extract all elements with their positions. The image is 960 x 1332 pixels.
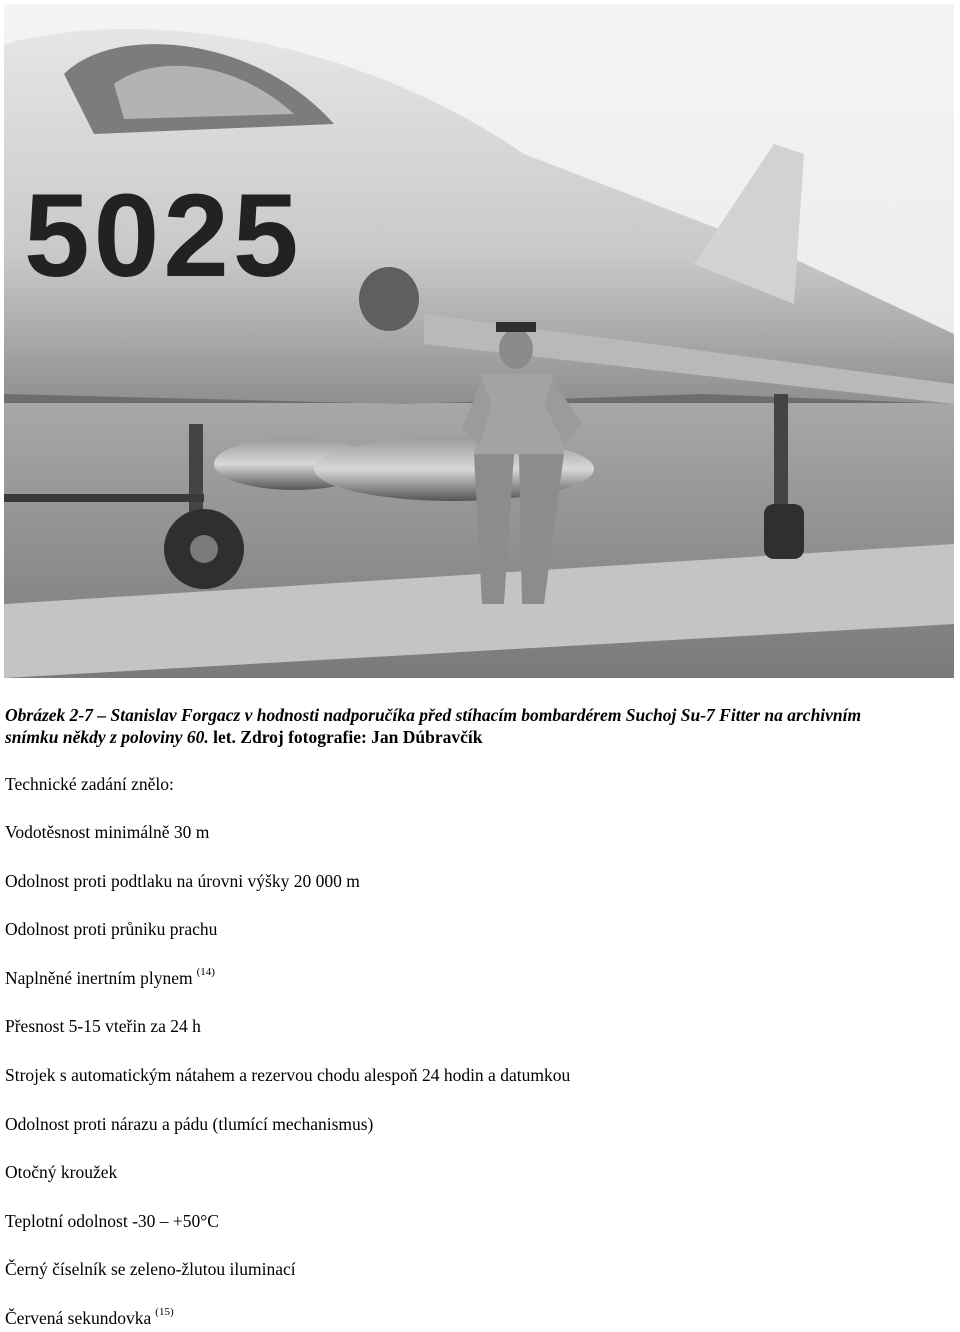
footnote-reference: (15) (155, 1306, 174, 1318)
requirement-item: Vodotěsnost minimálně 30 m (5, 822, 210, 842)
requirement-item: Odolnost proti průniku prachu (5, 919, 218, 939)
requirement-item: Červená sekundovka $^{(15)}$ (5, 1306, 174, 1328)
aircraft-photo-illustration (4, 4, 954, 678)
aircraft-photo (4, 4, 954, 678)
footnote-reference: (14) (196, 966, 215, 978)
requirement-item: Teplotní odolnost -30 – +50°C (5, 1211, 219, 1231)
requirement-item: Otočný kroužek (5, 1162, 118, 1182)
aircraft-number: 5025 (24, 170, 303, 302)
tow-bar (4, 494, 204, 502)
fuselage-panel (359, 267, 419, 331)
caption-label: Obrázek 2-7 – Stanislav Forgacz v hodnosti nadporučíka před stíhacím bombardérem Suchoj Su-7 Fitter na archivním snímku někdy z poloviny 60. (5, 705, 862, 747)
requirement-item: Odolnost proti podtlaku na úrovni výšky 20 000 m (5, 871, 360, 891)
requirement-item: Odolnost proti nárazu a pádu (tlumící mechanismus) (5, 1114, 374, 1134)
requirement-item: Černý číselník se zeleno-žlutou iluminací (5, 1259, 296, 1279)
requirement-item: Přesnost 5-15 vteřin za 24 h (5, 1016, 201, 1036)
requirement-item: Naplněné inertním plynem $^{(14)}$ (5, 966, 215, 988)
caption-source: let. Zdroj fotografie: Jan Dúbravčík (213, 727, 483, 747)
nose-wheel-hub (190, 535, 218, 563)
intro-text: Technické zadání znělo: (5, 774, 174, 794)
main-wheel (764, 504, 804, 559)
requirement-item: Strojek s automatickým nátahem a rezervou chodu alespoň 24 hodin a datumkou (5, 1065, 571, 1085)
figure-caption (5, 704, 905, 748)
